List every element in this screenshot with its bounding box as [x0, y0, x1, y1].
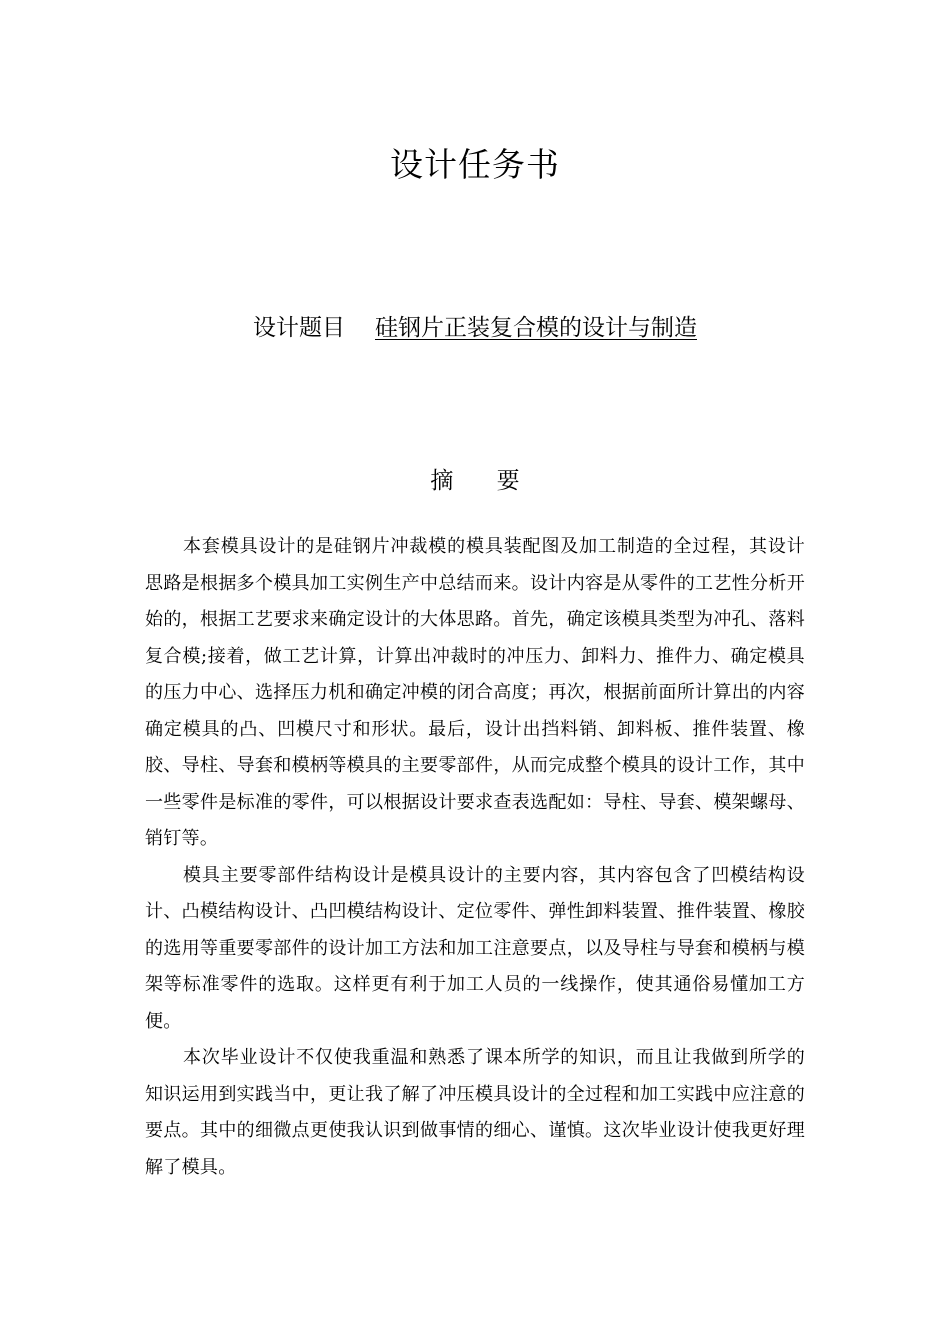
- abstract-paragraph: 本次毕业设计不仅使我重温和熟悉了课本所学的知识，而且让我做到所学的知识运用到实践当中，更让我了解了冲压模具设计的全过程和加工实践中应注意的要点。其中的细微点更使我认识到做事情的细心、谨慎。这次毕业设计使我更好理解了模具。: [145, 1047, 805, 1178]
- abstract-paragraph: 模具主要零部件结构设计是模具设计的主要内容，其内容包含了凹模结构设计、凸模结构设计、凸凹模结构设计、定位零件、弹性卸料装置、推件装置、橡胶的选用等重要零部件的设计加工方法和加工注意要点，以及导柱与导套和模柄与模架等标准零件的选取。这样更有利于加工人员的一线操作，使其通俗易懂加工方便。: [145, 864, 805, 1032]
- design-topic-value: 硅钢片正装复合模的设计与制造: [375, 315, 697, 341]
- abstract-heading: 摘 要: [430, 468, 538, 494]
- design-topic: [0, 311, 950, 345]
- page-title: 设计任务书: [390, 145, 560, 184]
- abstract-body: [145, 529, 805, 1186]
- abstract-paragraph: 本套模具设计的是硅钢片冲裁模的模具装配图及加工制造的全过程，其设计思路是根据多个模具加工实例生产中总结而来。设计内容是从零件的工艺性分析开始的，根据工艺要求来确定设计的大体思路。首先，确定该模具类型为冲孔、落料复合模;接着，做工艺计算，计算出冲裁时的冲压力、卸料力、推件力、确定模具的压力中心、选择压力机和确定冲模的闭合高度；再次，根据前面所计算出的内容确定模具的凸、凹模尺寸和形状。最后，设计出挡料销、卸料板、推件装置、橡胶、导柱、导套和模柄等模具的主要零部件，从而完成整个模具的设计工作，其中一些零件是标准的零件，可以根据设计要求查表选配如：导柱、导套、模架螺母、销钉等。: [145, 536, 805, 849]
- design-topic-label: 设计题目: [253, 315, 345, 341]
